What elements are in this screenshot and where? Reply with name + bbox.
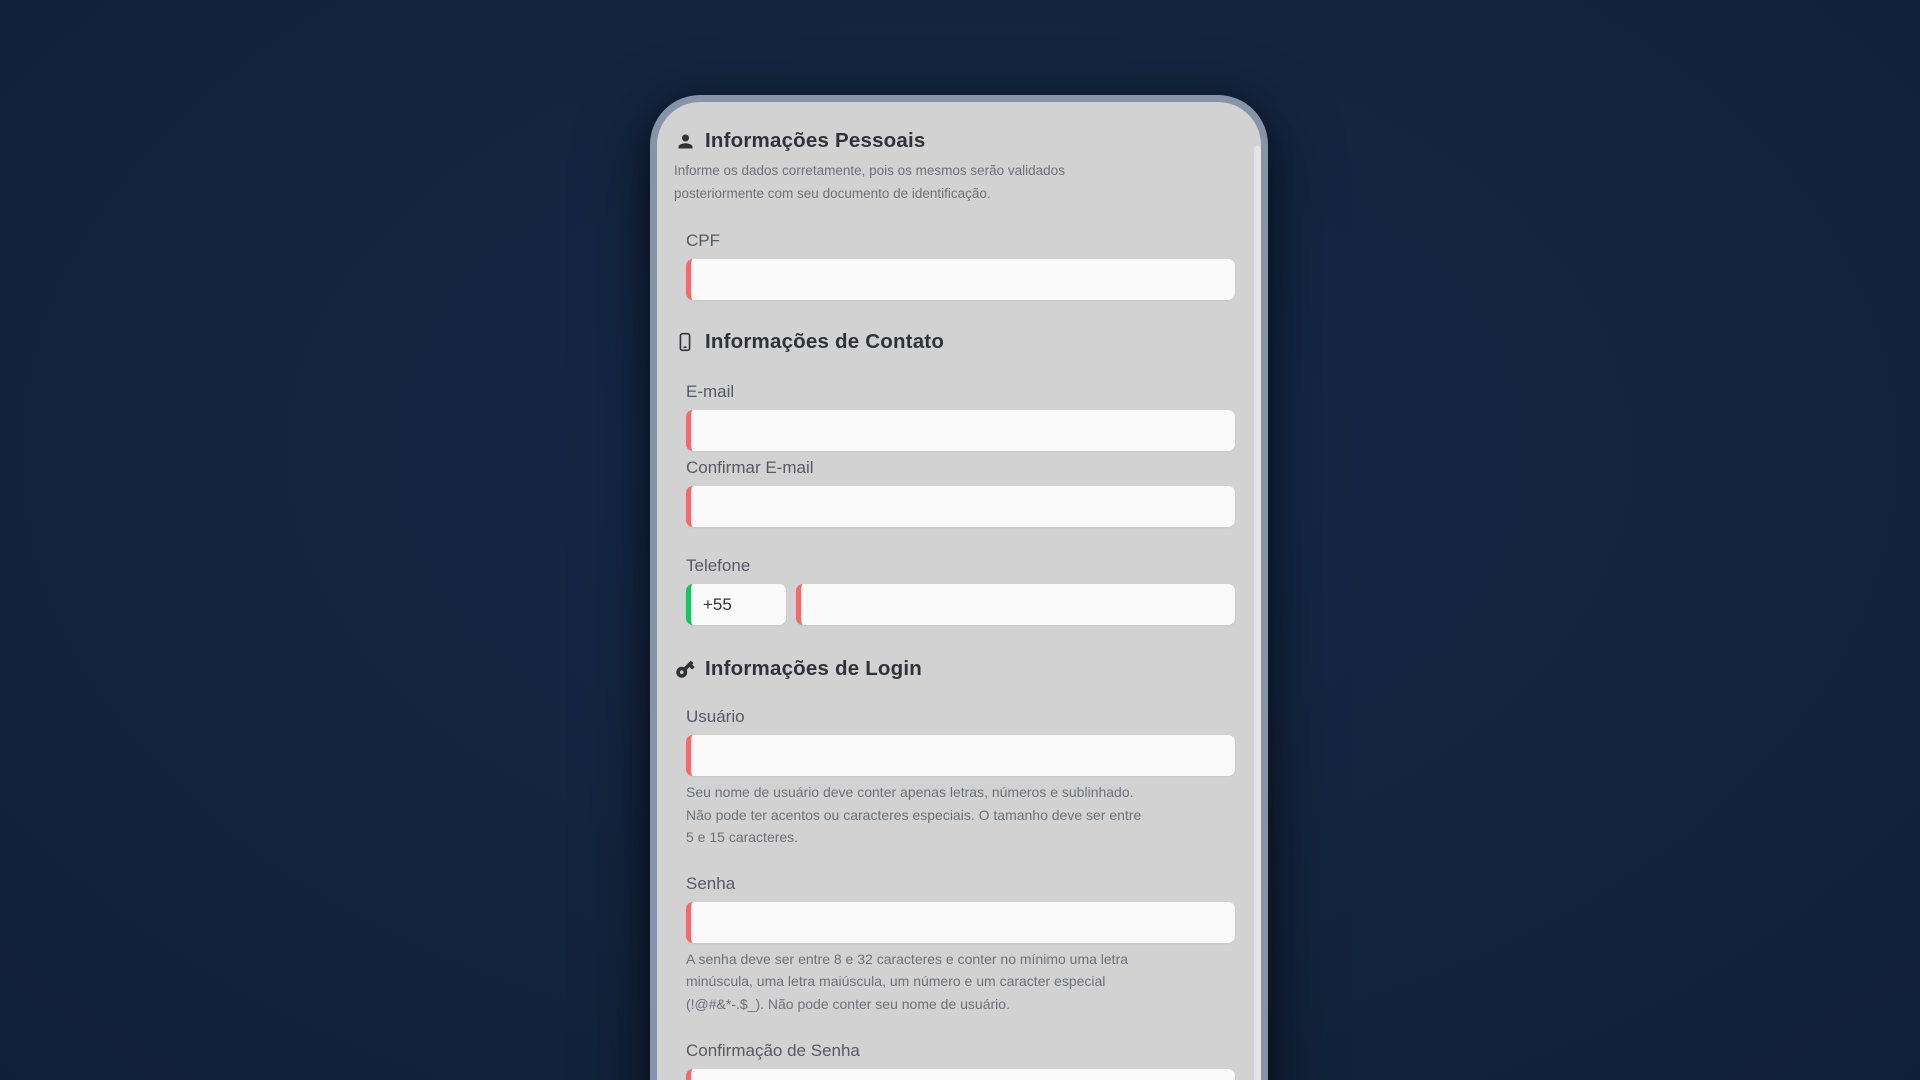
subtitle-line: posteriormente com seu documento de identificação. bbox=[674, 186, 991, 201]
cpf-input[interactable] bbox=[686, 259, 1235, 300]
country-code-input[interactable] bbox=[686, 584, 786, 625]
confirm-email-input[interactable] bbox=[686, 486, 1235, 527]
senha-label: Senha bbox=[686, 873, 736, 893]
form-scroll-area bbox=[657, 102, 1261, 1080]
help-line: Seu nome de usuário deve conter apenas letras, números e sublinhado. bbox=[686, 784, 1134, 800]
usuario-label: Usuário bbox=[686, 707, 745, 726]
section-personal-info bbox=[674, 128, 1235, 300]
senha-help-text bbox=[686, 948, 1235, 1016]
help-line: minúscula, uma letra maiúscula, um número e um caracter especial bbox=[686, 973, 1106, 989]
section-subtitle bbox=[674, 159, 1235, 205]
telefone-field-row bbox=[686, 584, 1235, 625]
email-label: E-mail bbox=[686, 382, 735, 401]
section-title-text: Informações Pessoais bbox=[705, 129, 926, 152]
section-title-text: Informações de Login bbox=[705, 657, 922, 680]
smartphone-icon bbox=[674, 331, 696, 353]
confirmacao-senha-label: Confirmação de Senha bbox=[686, 1041, 860, 1060]
senha-input[interactable] bbox=[686, 902, 1235, 943]
usuario-input[interactable] bbox=[686, 735, 1235, 776]
help-line: 5 e 15 caracteres. bbox=[686, 829, 799, 845]
key-icon bbox=[674, 658, 696, 680]
telefone-input[interactable] bbox=[796, 584, 1235, 625]
subtitle-line: Informe os dados corretamente, pois os mesmos serão validados bbox=[674, 163, 1065, 178]
help-line: Não pode ter acentos ou caracteres especiais. O tamanho deve ser entre bbox=[686, 806, 1142, 823]
signup-form-card bbox=[650, 95, 1268, 1080]
section-heading-contact bbox=[674, 329, 1235, 355]
scrollbar-track[interactable] bbox=[1254, 146, 1261, 1080]
person-icon bbox=[674, 130, 696, 152]
section-heading-login bbox=[674, 656, 1235, 682]
help-line: (!@#&*-.$_). Não pode conter seu nome de usuário. bbox=[686, 995, 1010, 1012]
section-contact-info bbox=[686, 329, 1235, 625]
section-heading-personal bbox=[674, 128, 1235, 154]
confirmacao-senha-input[interactable] bbox=[686, 1069, 1235, 1080]
email-input[interactable] bbox=[686, 410, 1235, 451]
confirm-email-label: Confirmar E-mail bbox=[686, 458, 814, 477]
cpf-label: CPF bbox=[686, 231, 720, 250]
section-login-info bbox=[686, 656, 1235, 1080]
telefone-label: Telefone bbox=[686, 556, 751, 575]
section-title-text: Informações de Contato bbox=[705, 330, 945, 353]
help-line: A senha deve ser entre 8 e 32 caracteres e conter no mínimo uma letra bbox=[686, 950, 1129, 967]
usuario-help-text bbox=[686, 781, 1235, 849]
